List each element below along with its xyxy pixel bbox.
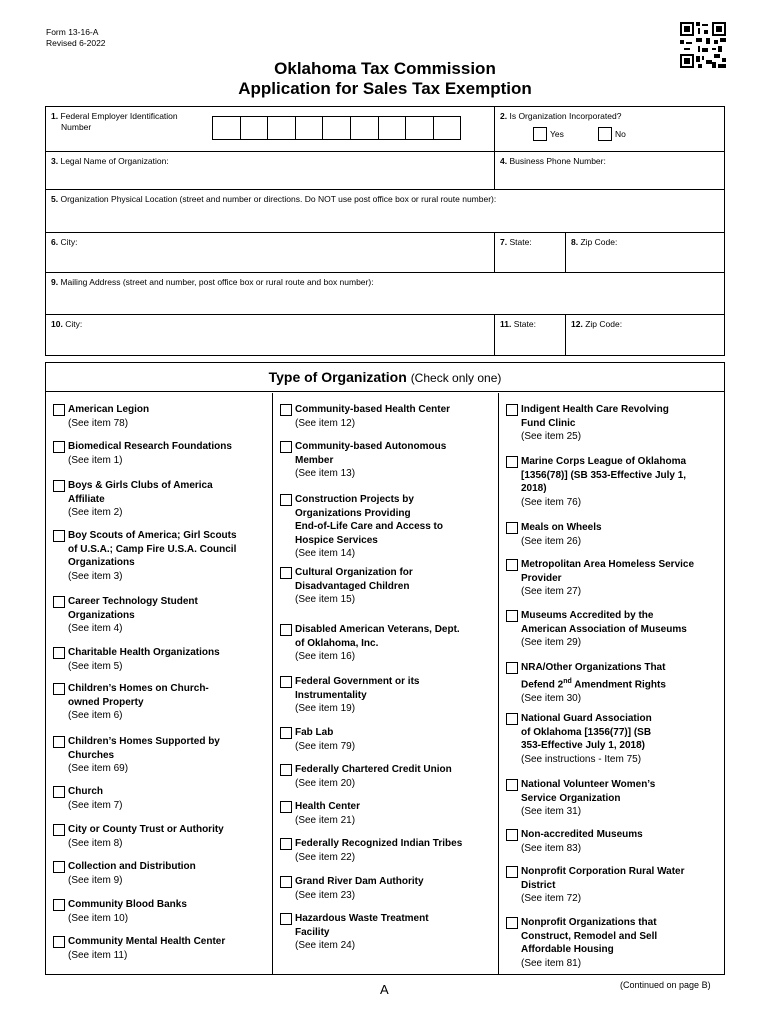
org-type-option-marine-corps-league-of-oklahoma-1356-78-sb-353-effective-july-1-2018[interactable] <box>506 455 686 509</box>
ein-digit-boxes[interactable] <box>213 116 461 140</box>
org-type-checkbox[interactable] <box>53 441 65 453</box>
org-type-text <box>521 455 686 509</box>
mailing-state-field[interactable]: 11. State: <box>500 319 536 329</box>
org-type-name-line: Organizations Providing <box>295 507 411 519</box>
org-type-text <box>295 403 450 430</box>
org-type-checkbox[interactable] <box>280 441 292 453</box>
org-type-checkbox[interactable] <box>53 899 65 911</box>
org-type-option-health-center[interactable] <box>280 800 360 827</box>
org-type-name-line: Health Center <box>295 801 361 812</box>
org-type-reference: (See item 69) <box>68 763 129 775</box>
org-type-reference: (See item 21) <box>295 814 356 826</box>
org-type-name-line: Nonprofit Organizations that <box>521 917 657 928</box>
org-type-name-line: Service Organization <box>521 792 621 804</box>
org-type-name-line: Instrumentality <box>295 689 367 701</box>
org-type-name-line: Federal Government or its <box>295 676 420 687</box>
org-type-checkbox[interactable] <box>506 866 518 878</box>
org-type-option-museums-accredited-by-the-american-association-of-museums[interactable] <box>506 609 687 650</box>
org-type-checkbox[interactable] <box>506 404 518 416</box>
org-type-reference: (See item 5) <box>68 660 123 672</box>
org-type-reference: (See item 23) <box>295 889 356 901</box>
org-type-option-community-based-health-center[interactable] <box>280 403 450 430</box>
mailing-state-label: State: <box>513 319 536 329</box>
business-phone-label: Business Phone Number: <box>509 156 606 166</box>
org-type-name-line: Children’s Homes on Church- <box>68 683 209 694</box>
org-type-text <box>295 837 462 864</box>
org-type-option-community-blood-banks[interactable] <box>53 898 187 925</box>
org-type-reference: (See item 16) <box>295 651 356 663</box>
org-type-text <box>521 712 652 766</box>
org-type-option-nonprofit-organizations-that-construct-remodel-and-sell-affordable-housing[interactable] <box>506 916 657 970</box>
org-type-name-line: Cultural Organization for <box>295 567 413 578</box>
org-type-name-line: National Guard Association <box>521 713 652 724</box>
city-field[interactable]: 6. City: <box>51 237 78 247</box>
org-type-option-children-s-homes-on-church-owned-property[interactable] <box>53 682 209 723</box>
ein-label: Federal Employer Identification <box>60 111 178 121</box>
org-type-text <box>68 823 224 850</box>
org-type-option-meals-on-wheels[interactable] <box>506 521 602 548</box>
org-type-checkbox[interactable] <box>506 713 518 725</box>
org-type-reference: (See item 24) <box>295 940 356 952</box>
incorporated-label: Is Organization Incorporated? <box>509 111 622 121</box>
org-type-name-line: City or County Trust or Authority <box>68 824 224 835</box>
org-type-name-line: Defend 2nd Amendment Rights <box>521 677 666 690</box>
org-type-name-line: Fab Lab <box>295 727 334 738</box>
org-type-reference: (See item 31) <box>521 806 582 818</box>
org-type-checkbox[interactable] <box>280 727 292 739</box>
mailing-address-field[interactable]: 9. Mailing Address (street and number, post office box or rural route and box number): <box>51 277 374 287</box>
legal-name-field[interactable]: 3. Legal Name of Organization: <box>51 156 169 166</box>
org-type-reference: (See instructions - Item 75) <box>521 753 642 765</box>
org-type-checkbox[interactable] <box>53 861 65 873</box>
org-type-name-line: Career Technology Student <box>68 596 198 607</box>
state-field[interactable]: 7. State: <box>500 237 532 247</box>
mailing-zip-field[interactable]: 12. Zip Code: <box>571 319 623 329</box>
org-type-name-line: Biomedical Research Foundations <box>68 441 232 452</box>
org-type-name-line: Churches <box>68 749 115 761</box>
org-type-checkbox[interactable] <box>53 596 65 608</box>
org-type-checkbox[interactable] <box>53 824 65 836</box>
org-type-checkbox[interactable] <box>280 404 292 416</box>
org-type-name-line: Construct, Remodel and Sell <box>521 930 658 942</box>
org-type-checkbox[interactable] <box>280 676 292 688</box>
org-type-name-line: Non-accredited Museums <box>521 829 643 840</box>
agency-title: Oklahoma Tax Commission <box>274 59 496 78</box>
mailing-city-label: City: <box>65 319 83 329</box>
org-type-text <box>521 828 643 855</box>
physical-location-field[interactable]: 5. Organization Physical Location (street and number or directions. Do NOT use post office box or rural route number): <box>51 194 497 204</box>
org-type-name-line: Federally Chartered Credit Union <box>295 764 452 775</box>
org-type-name-line: Hazardous Waste Treatment <box>295 913 429 924</box>
org-type-text <box>521 609 687 650</box>
org-type-checkbox[interactable] <box>280 801 292 813</box>
org-type-name-line: American Association of Museums <box>521 623 687 635</box>
no-checkbox[interactable]: No <box>598 127 626 141</box>
org-type-option-cultural-organization-for-disadvantaged-children[interactable] <box>280 566 413 607</box>
org-type-text <box>68 735 220 776</box>
org-type-option-non-accredited-museums[interactable] <box>506 828 643 855</box>
org-type-name-line: Meals on Wheels <box>521 522 602 533</box>
org-type-name-line: of U.S.A.; Camp Fire U.S.A. Council <box>68 543 237 555</box>
org-type-text <box>521 778 655 819</box>
org-type-reference: (See item 9) <box>68 874 123 886</box>
org-type-checkbox[interactable] <box>53 736 65 748</box>
org-type-checkbox[interactable] <box>506 610 518 622</box>
org-type-text <box>68 646 220 673</box>
org-type-reference: (See item 27) <box>521 586 582 598</box>
org-type-name-line: Indigent Health Care Revolving <box>521 404 669 415</box>
org-type-text <box>521 661 666 705</box>
org-type-option-federally-chartered-credit-union[interactable] <box>280 763 452 790</box>
continued-note: (Continued on page B) <box>620 980 711 990</box>
org-type-checkbox[interactable] <box>53 530 65 542</box>
org-type-reference: (See item 11) <box>68 949 128 961</box>
org-type-checkbox[interactable] <box>280 494 292 506</box>
org-type-name-line: Nonprofit Corporation Rural Water <box>521 866 685 877</box>
org-type-name-line: Facility <box>295 926 330 938</box>
org-type-text <box>68 682 209 723</box>
org-type-option-church[interactable] <box>53 785 122 812</box>
org-type-text <box>68 403 149 430</box>
org-type-text <box>295 493 443 561</box>
org-type-text <box>68 860 196 887</box>
org-type-option-collection-and-distribution[interactable] <box>53 860 196 887</box>
org-type-option-community-based-autonomous-member[interactable] <box>280 440 446 481</box>
org-type-name-line: Collection and Distribution <box>68 861 196 872</box>
org-type-column-2 <box>272 393 498 974</box>
mailing-address-label: Mailing Address (street and number, post office box or rural route and box number): <box>60 277 374 287</box>
org-type-option-charitable-health-organizations[interactable] <box>53 646 220 673</box>
org-type-name-line: NRA/Other Organizations That <box>521 662 666 673</box>
organization-type-heading: Type of Organization (Check only one) <box>46 363 724 392</box>
org-type-text <box>521 521 602 548</box>
org-type-text <box>68 898 187 925</box>
org-type-text <box>521 558 694 599</box>
org-type-name-line: Disadvantaged Children <box>295 580 410 592</box>
legal-name-label: Legal Name of Organization: <box>60 156 169 166</box>
incorporated-field: 2. Is Organization Incorporated? Yes No <box>495 107 724 151</box>
org-type-name-line: Boy Scouts of America; Girl Scouts <box>68 530 237 541</box>
org-type-checkbox[interactable] <box>506 917 518 929</box>
org-type-reference: (See item 14) <box>295 548 356 560</box>
org-type-option-career-technology-student-organizations[interactable] <box>53 595 198 636</box>
org-type-name-line: Museums Accredited by the <box>521 610 654 621</box>
org-type-text <box>68 785 122 812</box>
org-type-checkbox[interactable] <box>506 829 518 841</box>
org-type-name-line: Marine Corps League of Oklahoma <box>521 456 687 467</box>
city-label: City: <box>60 237 78 247</box>
org-type-reference: (See item 15) <box>295 594 356 606</box>
mailing-zip-label: Zip Code: <box>585 319 623 329</box>
form-title: Application for Sales Tax Exemption <box>238 79 532 98</box>
org-type-name-line: National Volunteer Women’s <box>521 779 656 790</box>
org-type-name-line: Construction Projects by <box>295 494 414 505</box>
org-type-name-line: Hospice Services <box>295 534 378 546</box>
org-type-checkbox[interactable] <box>506 662 518 674</box>
org-type-reference: (See item 78) <box>68 417 129 429</box>
org-type-option-disabled-american-veterans-dept-of-oklahoma-inc[interactable] <box>280 623 460 664</box>
org-type-reference: (See item 25) <box>521 431 582 443</box>
org-type-option-national-guard-association-of-oklahoma-1356-77-sb-353-effective-july-1-2018[interactable] <box>506 712 652 766</box>
org-type-option-nonprofit-corporation-rural-water-district[interactable] <box>506 865 685 906</box>
org-type-name-line: Community-based Health Center <box>295 404 451 415</box>
org-type-checkbox[interactable] <box>53 786 65 798</box>
org-type-name-line: Disabled American Veterans, Dept. <box>295 624 460 635</box>
org-type-checkbox[interactable] <box>53 404 65 416</box>
org-type-reference: (See item 20) <box>295 777 356 789</box>
org-type-text <box>68 935 225 962</box>
business-phone-field[interactable]: 4. Business Phone Number: <box>500 156 606 166</box>
org-type-option-boys-girls-clubs-of-america-affiliate[interactable] <box>53 479 213 520</box>
org-type-checkbox[interactable] <box>280 913 292 925</box>
org-type-text <box>295 566 413 607</box>
org-type-reference: (See item 12) <box>295 417 356 429</box>
org-type-name-line: End-of-Life Care and Access to <box>295 521 443 533</box>
physical-location-label: Organization Physical Location (street and number or directions. Do NOT use post office box or rural route number): <box>60 194 497 204</box>
org-type-text <box>295 675 419 716</box>
org-type-name-line: Children’s Homes Supported by <box>68 736 220 747</box>
org-type-option-federally-recognized-indian-tribes[interactable] <box>280 837 462 864</box>
org-type-option-children-s-homes-supported-by-churches[interactable] <box>53 735 220 776</box>
org-type-name-line: Federally Recognized Indian Tribes <box>295 838 463 849</box>
org-type-name-line: Provider <box>521 572 562 584</box>
org-type-reference: (See item 19) <box>295 703 356 715</box>
org-type-reference: (See item 10) <box>68 912 129 924</box>
mailing-city-field[interactable]: 10. City: <box>51 319 83 329</box>
org-type-name-line: Affiliate <box>68 493 105 505</box>
field-number: 1. <box>51 111 59 121</box>
org-type-option-community-mental-health-center[interactable] <box>53 935 225 962</box>
org-type-option-nra-other-organizations-that-defend-2nd-amendment-rights[interactable] <box>506 661 666 705</box>
org-type-text <box>521 403 669 444</box>
org-type-text <box>295 763 452 790</box>
org-type-reference: (See item 3) <box>68 570 123 582</box>
org-type-name-line: Member <box>295 454 334 466</box>
ein-field[interactable] <box>46 107 494 151</box>
org-type-reference: (See item 7) <box>68 799 123 811</box>
org-type-text <box>521 916 657 970</box>
org-type-name-line: 353-Effective July 1, 2018) <box>521 740 645 752</box>
org-type-text <box>68 529 237 583</box>
org-type-name-line: American Legion <box>68 404 150 415</box>
org-type-checkbox[interactable] <box>506 779 518 791</box>
org-type-reference: (See item 29) <box>521 637 582 649</box>
org-type-reference: (See item 2) <box>68 507 123 519</box>
org-type-checkbox[interactable] <box>280 876 292 888</box>
org-type-checkbox[interactable] <box>53 936 65 948</box>
org-type-text <box>521 865 685 906</box>
org-type-checkbox[interactable] <box>280 838 292 850</box>
org-type-name-line: Community Mental Health Center <box>68 936 226 947</box>
org-type-option-city-or-county-trust-or-authority[interactable] <box>53 823 224 850</box>
org-type-reference: (See item 22) <box>295 851 356 863</box>
org-type-checkbox[interactable] <box>53 647 65 659</box>
org-type-reference: (See item 30) <box>521 692 582 704</box>
org-type-name-line: [1356(78)] (SB 353-Effective July 1, <box>521 469 687 481</box>
org-type-text <box>68 479 213 520</box>
org-type-text <box>295 623 460 664</box>
org-type-checkbox[interactable] <box>280 567 292 579</box>
org-type-text <box>68 595 198 636</box>
org-type-reference: (See item 1) <box>68 454 123 466</box>
org-type-name-line: Fund Clinic <box>521 417 576 429</box>
org-type-name-line: Community-based Autonomous <box>295 441 447 452</box>
org-type-name-line: District <box>521 879 556 891</box>
org-type-checkbox[interactable] <box>506 522 518 534</box>
org-type-name-line: Church <box>68 786 103 797</box>
org-type-column-3 <box>498 393 724 974</box>
org-type-option-biomedical-research-foundations[interactable] <box>53 440 232 467</box>
state-label: State: <box>509 237 532 247</box>
org-type-text <box>295 912 429 953</box>
org-type-checkbox[interactable] <box>53 480 65 492</box>
org-type-text <box>68 440 232 467</box>
org-type-column-1 <box>46 393 272 974</box>
org-type-reference: (See item 81) <box>521 957 582 969</box>
org-type-name-line: Metropolitan Area Homeless Service <box>521 559 695 570</box>
org-type-option-federal-government-or-its-instrumentality[interactable] <box>280 675 419 716</box>
org-type-option-boy-scouts-of-america-girl-scouts-of-u-s-a-camp-fire-u-s-a-council-organizations[interactable] <box>53 529 237 583</box>
org-type-option-fab-lab[interactable] <box>280 726 355 753</box>
org-type-checkbox[interactable] <box>53 683 65 695</box>
org-type-option-hazardous-waste-treatment-facility[interactable] <box>280 912 429 953</box>
org-type-text <box>295 440 446 481</box>
org-type-name-line: Boys & Girls Clubs of America <box>68 480 213 491</box>
org-type-reference: (See item 79) <box>295 740 356 752</box>
org-type-reference: (See item 6) <box>68 710 123 722</box>
org-type-name-line: Charitable Health Organizations <box>68 647 220 658</box>
org-type-reference: (See item 13) <box>295 468 356 480</box>
yes-checkbox[interactable]: Yes <box>533 127 564 141</box>
organization-type-section <box>45 362 725 975</box>
org-type-name-line: Community Blood Banks <box>68 899 187 910</box>
org-type-reference: (See item 4) <box>68 623 123 635</box>
org-type-name-line: Affordable Housing <box>521 944 614 956</box>
form-revised: Revised 6-2022 <box>46 38 106 48</box>
org-type-text <box>295 726 355 753</box>
org-type-reference: (See item 76) <box>521 496 582 508</box>
org-type-name-line: of Oklahoma [1356(77)] (SB <box>521 726 652 738</box>
org-type-option-grand-river-dam-authority[interactable] <box>280 875 424 902</box>
zip-code-field[interactable]: 8. Zip Code: <box>571 237 618 247</box>
zip-code-label: Zip Code: <box>580 237 618 247</box>
ein-label-2: Number <box>61 122 92 132</box>
org-type-option-american-legion[interactable] <box>53 403 149 430</box>
org-type-name-line: Grand River Dam Authority <box>295 876 424 887</box>
org-type-checkbox[interactable] <box>280 764 292 776</box>
org-type-reference: (See item 26) <box>521 535 582 547</box>
org-type-option-national-volunteer-women-s-service-organization[interactable] <box>506 778 655 819</box>
org-type-name-line: owned Property <box>68 696 144 708</box>
form-id <box>46 27 106 49</box>
org-type-name-line: Organizations <box>68 609 135 621</box>
org-type-reference: (See item 72) <box>521 893 582 905</box>
form-number: Form 13-16-A <box>46 27 99 37</box>
org-type-name-line: Organizations <box>68 557 135 569</box>
org-type-name-line: of Oklahoma, Inc. <box>295 637 379 649</box>
org-type-text <box>295 800 360 827</box>
org-type-checkbox[interactable] <box>506 456 518 468</box>
org-type-text <box>295 875 424 902</box>
org-type-checkbox[interactable] <box>506 559 518 571</box>
org-type-checkbox[interactable] <box>280 624 292 636</box>
org-type-option-metropolitan-area-homeless-service-provider[interactable] <box>506 558 694 599</box>
applicant-info-grid <box>45 106 725 356</box>
org-type-option-indigent-health-care-revolving-fund-clinic[interactable] <box>506 403 669 444</box>
org-type-option-construction-projects-by-organizations-providing-end-of-life-care-and-access-to-hospice-services[interactable] <box>280 493 443 561</box>
org-type-reference: (See item 8) <box>68 837 123 849</box>
org-type-name-line: 2018) <box>521 483 547 495</box>
page-letter: A <box>380 982 389 997</box>
org-type-reference: (See item 83) <box>521 842 582 854</box>
